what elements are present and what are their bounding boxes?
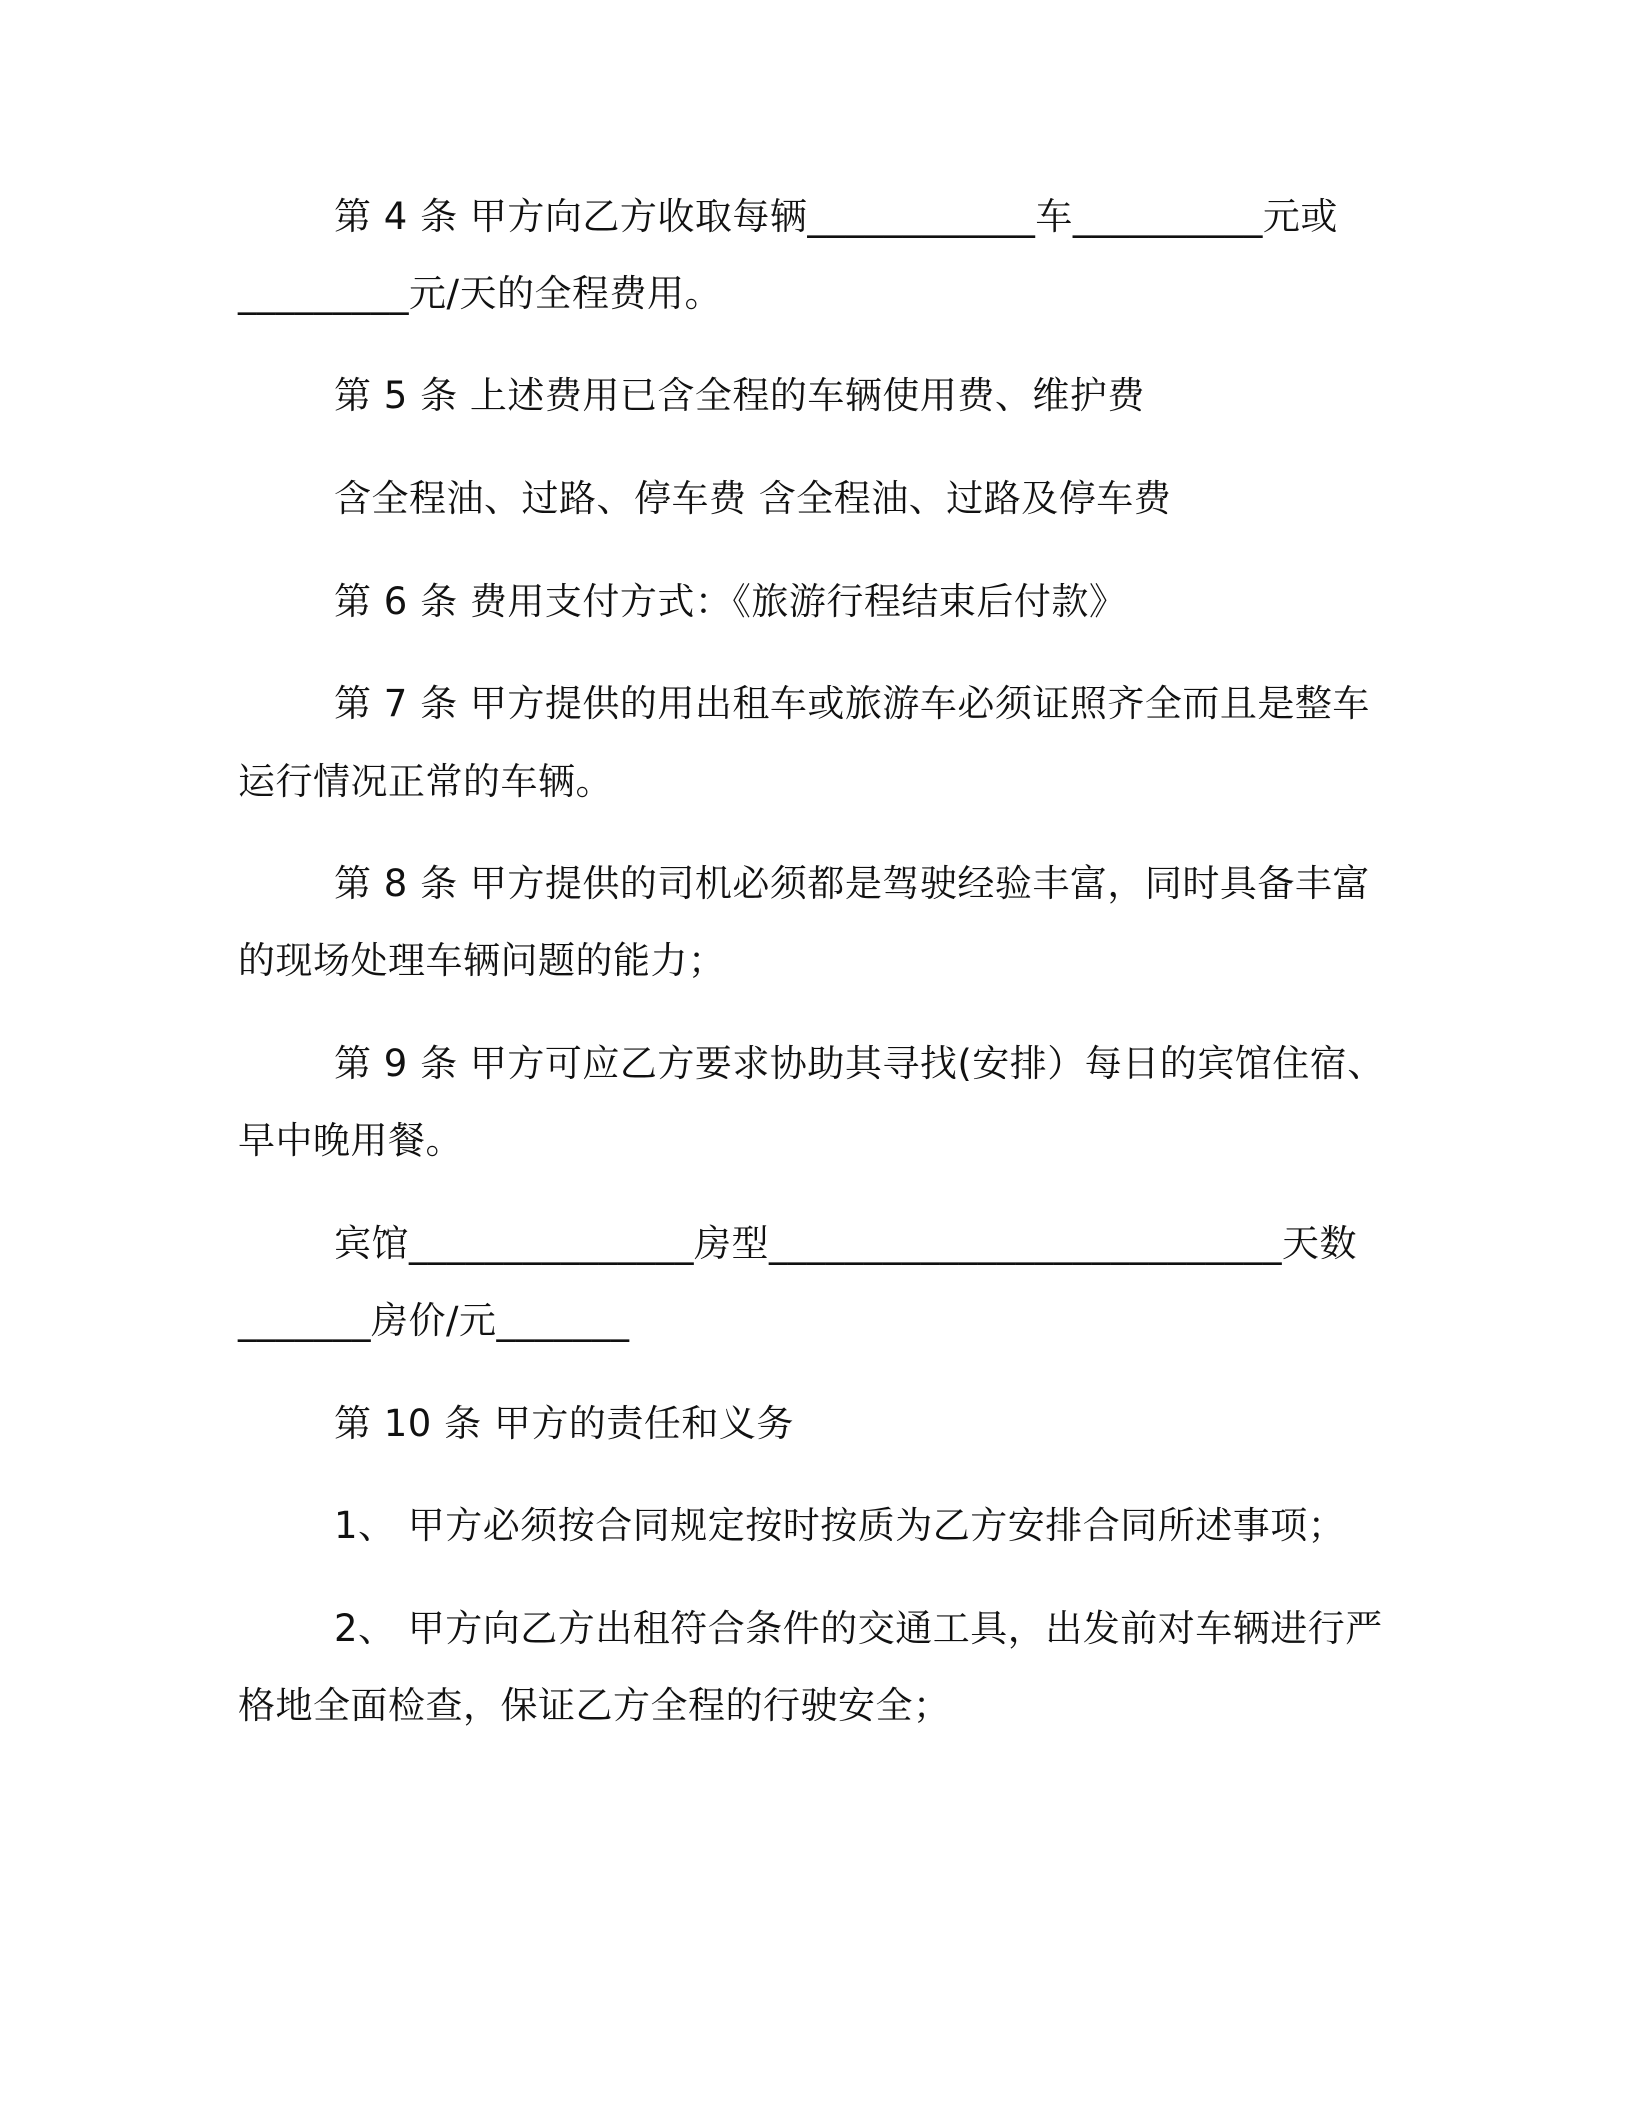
article-4-line-2: _________元/天的全程费用。 [238, 272, 722, 315]
article-5-line-2: 含全程油、过路、停车费 含全程油、过路及停车费 [334, 477, 1172, 520]
article-10-item-2-line-2: 格地全面检查，保证乙方全程的行驶安全； [238, 1684, 951, 1727]
article-6-line: 第 6 条 费用支付方式：《旅游行程结束后付款》 [334, 580, 1127, 623]
article-10-item-2-line-1: 2、 甲方向乙方出租符合条件的交通工具，出发前对车辆进行严 [334, 1607, 1383, 1650]
article-8-line-2: 的现场处理车辆问题的能力； [238, 939, 726, 982]
article-4-line-1: 第 4 条 甲方向乙方收取每辆____________车__________元或 [334, 195, 1338, 238]
article-10-heading: 第 10 条 甲方的责任和义务 [334, 1402, 794, 1445]
article-5-line-1: 第 5 条 上述费用已含全程的车辆使用费、维护费 [334, 374, 1145, 417]
article-8-line-1: 第 8 条 甲方提供的司机必须都是驾驶经验丰富，同时具备丰富 [334, 862, 1370, 905]
hotel-form-line-1: 宾馆_______________房型___________________________天数 [334, 1222, 1357, 1265]
article-9-line-1: 第 9 条 甲方可应乙方要求协助其寻找(安排）每日的宾馆住宿、 [334, 1042, 1385, 1085]
article-9-line-2: 早中晚用餐。 [238, 1119, 463, 1162]
article-7-line-1: 第 7 条 甲方提供的用出租车或旅游车必须证照齐全而且是整车 [334, 682, 1370, 725]
article-7-line-2: 运行情况正常的车辆。 [238, 760, 613, 803]
hotel-form-line-2: _______房价/元_______ [238, 1299, 630, 1342]
article-10-item-1: 1、 甲方必须按合同规定按时按质为乙方安排合同所述事项； [334, 1504, 1346, 1547]
